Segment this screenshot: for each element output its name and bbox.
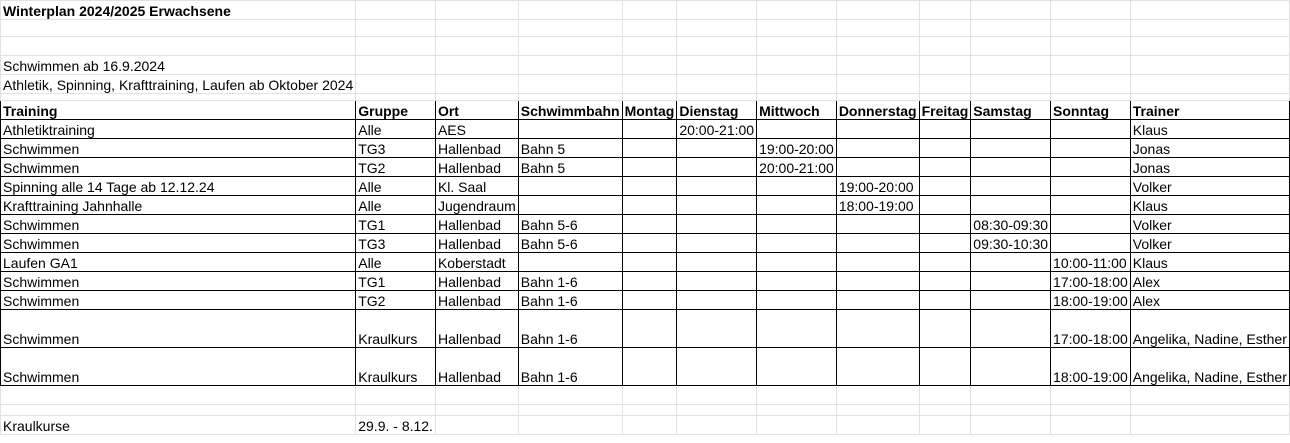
table-cell[interactable]: 09:30-10:30 — [971, 234, 1051, 253]
table-cell[interactable]: Klaus — [1130, 196, 1289, 215]
table-cell[interactable]: Alle — [356, 253, 436, 272]
empty-cell[interactable] — [677, 75, 757, 94]
table-cell[interactable]: Angelika, Nadine, Esther — [1130, 348, 1289, 386]
table-row — [1, 348, 1290, 386]
empty-cell[interactable] — [435, 20, 518, 37]
table-cell[interactable]: Kraulkurs — [356, 310, 436, 348]
empty-cell[interactable] — [919, 94, 971, 101]
note-text[interactable]: Athletik, Spinning, Krafttraining, Laufen ab Oktober 2024 — [1, 75, 356, 94]
table-cell[interactable]: TG3 — [356, 139, 436, 158]
column-header[interactable]: Ort — [435, 101, 518, 120]
table-cell[interactable] — [971, 139, 1051, 158]
table-cell[interactable] — [622, 215, 677, 234]
empty-cell[interactable] — [435, 405, 518, 416]
empty-cell[interactable] — [1130, 416, 1289, 435]
table-row — [1, 272, 1290, 291]
table-row — [1, 234, 1290, 253]
footer-row — [1, 416, 1290, 435]
footer-label[interactable]: Kraulkurse — [1, 416, 356, 435]
empty-cell[interactable] — [518, 1, 622, 20]
table-cell[interactable] — [757, 253, 837, 272]
empty-cell[interactable] — [757, 416, 837, 435]
empty-cell[interactable] — [677, 56, 757, 75]
table-cell[interactable]: Laufen GA1 — [1, 253, 356, 272]
empty-cell[interactable] — [622, 20, 677, 37]
table-cell[interactable]: Bahn 5 — [518, 139, 622, 158]
empty-cell[interactable] — [1051, 416, 1131, 435]
empty-cell[interactable] — [757, 386, 837, 405]
empty-cell[interactable] — [919, 386, 971, 405]
table-cell[interactable] — [836, 215, 919, 234]
table-cell[interactable] — [622, 177, 677, 196]
empty-cell[interactable] — [622, 405, 677, 416]
table-cell[interactable] — [622, 196, 677, 215]
empty-cell[interactable] — [1051, 386, 1131, 405]
table-cell[interactable]: 18:00-19:00 — [836, 196, 919, 215]
empty-cell[interactable] — [919, 20, 971, 37]
table-cell[interactable]: Jugendraum — [435, 196, 518, 215]
empty-cell[interactable] — [518, 416, 622, 435]
table-cell[interactable] — [757, 215, 837, 234]
table-cell[interactable] — [677, 272, 757, 291]
table-cell[interactable]: Jonas — [1130, 158, 1289, 177]
empty-cell[interactable] — [919, 1, 971, 20]
table-cell[interactable] — [1051, 234, 1131, 253]
empty-cell[interactable] — [622, 416, 677, 435]
empty-cell[interactable] — [1051, 37, 1131, 56]
column-header[interactable]: Gruppe — [356, 101, 436, 120]
table-cell[interactable] — [919, 215, 971, 234]
empty-cell[interactable] — [1, 386, 356, 405]
empty-cell[interactable] — [971, 56, 1051, 75]
table-cell[interactable] — [757, 272, 837, 291]
table-header-row — [1, 101, 1290, 120]
empty-cell[interactable] — [622, 386, 677, 405]
table-cell[interactable]: 19:00-20:00 — [757, 139, 837, 158]
empty-cell[interactable] — [356, 405, 436, 416]
table-cell[interactable] — [919, 348, 971, 386]
table-cell[interactable] — [971, 177, 1051, 196]
empty-cell[interactable] — [356, 37, 436, 56]
table-cell[interactable]: TG3 — [356, 234, 436, 253]
table-cell[interactable]: Hallenbad — [435, 158, 518, 177]
table-cell[interactable]: 18:00-19:00 — [1051, 291, 1131, 310]
empty-cell[interactable] — [1130, 75, 1289, 94]
table-cell[interactable] — [919, 196, 971, 215]
empty-cell[interactable] — [971, 405, 1051, 416]
empty-cell[interactable] — [836, 37, 919, 56]
column-header[interactable]: Montag — [622, 101, 677, 120]
table-cell[interactable] — [622, 120, 677, 139]
empty-cell[interactable] — [919, 56, 971, 75]
table-cell[interactable] — [1051, 215, 1131, 234]
table-cell[interactable]: Bahn 1-6 — [518, 291, 622, 310]
table-cell[interactable]: TG1 — [356, 272, 436, 291]
table-cell[interactable] — [757, 234, 837, 253]
table-cell[interactable]: Athletiktraining — [1, 120, 356, 139]
empty-cell[interactable] — [919, 405, 971, 416]
table-cell[interactable] — [622, 348, 677, 386]
table-cell[interactable]: TG2 — [356, 158, 436, 177]
empty-cell[interactable] — [1130, 405, 1289, 416]
empty-cell[interactable] — [836, 386, 919, 405]
table-cell[interactable] — [677, 310, 757, 348]
empty-cell[interactable] — [1, 20, 356, 37]
note-row — [1, 75, 1290, 94]
table-cell[interactable]: Jonas — [1130, 139, 1289, 158]
table-cell[interactable] — [677, 177, 757, 196]
table-cell[interactable]: Hallenbad — [435, 310, 518, 348]
table-cell[interactable] — [919, 120, 971, 139]
table-row — [1, 158, 1290, 177]
empty-cell[interactable] — [1051, 75, 1131, 94]
table-cell[interactable]: Schwimmen — [1, 215, 356, 234]
empty-cell[interactable] — [622, 37, 677, 56]
table-row — [1, 253, 1290, 272]
empty-cell[interactable] — [622, 94, 677, 101]
note-row — [1, 56, 1290, 75]
table-cell[interactable]: 20:00-21:00 — [757, 158, 837, 177]
empty-cell[interactable] — [1051, 405, 1131, 416]
table-cell[interactable] — [1051, 196, 1131, 215]
table-cell[interactable]: Bahn 5 — [518, 158, 622, 177]
table-cell[interactable]: 19:00-20:00 — [836, 177, 919, 196]
table-cell[interactable] — [757, 291, 837, 310]
table-cell[interactable] — [757, 348, 837, 386]
empty-cell[interactable] — [356, 94, 436, 101]
table-cell[interactable]: Hallenbad — [435, 291, 518, 310]
table-cell[interactable]: Bahn 1-6 — [518, 272, 622, 291]
empty-cell[interactable] — [518, 37, 622, 56]
spacer-row — [1, 405, 1290, 416]
table-cell[interactable]: Alle — [356, 120, 436, 139]
empty-cell[interactable] — [1130, 1, 1289, 20]
column-header[interactable]: Freitag — [919, 101, 971, 120]
table-cell[interactable] — [757, 196, 837, 215]
table-row — [1, 310, 1290, 348]
table-cell[interactable] — [971, 120, 1051, 139]
empty-cell[interactable] — [435, 416, 518, 435]
table-cell[interactable] — [677, 215, 757, 234]
title-row — [1, 1, 1290, 20]
table-cell[interactable] — [518, 196, 622, 215]
empty-cell[interactable] — [1130, 386, 1289, 405]
table-cell[interactable]: Klaus — [1130, 253, 1289, 272]
empty-cell[interactable] — [757, 75, 837, 94]
empty-cell[interactable] — [757, 94, 837, 101]
table-cell[interactable]: Schwimmen — [1, 234, 356, 253]
empty-cell[interactable] — [971, 37, 1051, 56]
column-header[interactable]: Trainer — [1130, 101, 1289, 120]
table-cell[interactable]: Volker — [1130, 234, 1289, 253]
table-cell[interactable] — [836, 253, 919, 272]
table-cell[interactable] — [919, 310, 971, 348]
column-header[interactable]: Schwimmbahn — [518, 101, 622, 120]
table-cell[interactable] — [836, 348, 919, 386]
table-cell[interactable] — [518, 120, 622, 139]
table-cell[interactable] — [1051, 120, 1131, 139]
table-cell[interactable]: Volker — [1130, 177, 1289, 196]
table-cell[interactable] — [919, 158, 971, 177]
table-cell[interactable]: Volker — [1130, 215, 1289, 234]
empty-cell[interactable] — [757, 20, 837, 37]
empty-cell[interactable] — [1051, 1, 1131, 20]
table-cell[interactable]: Kl. Saal — [435, 177, 518, 196]
empty-cell[interactable] — [757, 405, 837, 416]
table-cell[interactable]: 17:00-18:00 — [1051, 272, 1131, 291]
table-cell[interactable] — [622, 234, 677, 253]
table-cell[interactable]: Schwimmen — [1, 348, 356, 386]
empty-cell[interactable] — [356, 20, 436, 37]
table-cell[interactable]: Alle — [356, 196, 436, 215]
empty-cell[interactable] — [622, 1, 677, 20]
empty-cell[interactable] — [677, 386, 757, 405]
empty-cell[interactable] — [435, 1, 518, 20]
table-cell[interactable] — [971, 348, 1051, 386]
empty-cell[interactable] — [518, 56, 622, 75]
table-row — [1, 139, 1290, 158]
table-cell[interactable]: Angelika, Nadine, Esther — [1130, 310, 1289, 348]
empty-cell[interactable] — [622, 75, 677, 94]
empty-cell[interactable] — [757, 37, 837, 56]
empty-cell[interactable] — [836, 94, 919, 101]
table-cell[interactable]: Bahn 1-6 — [518, 348, 622, 386]
empty-cell[interactable] — [919, 416, 971, 435]
empty-cell[interactable] — [677, 1, 757, 20]
spacer-row — [1, 37, 1290, 56]
empty-cell[interactable] — [435, 386, 518, 405]
table-cell[interactable] — [622, 291, 677, 310]
empty-cell[interactable] — [356, 386, 436, 405]
column-header[interactable]: Dienstag — [677, 101, 757, 120]
table-cell[interactable] — [622, 310, 677, 348]
empty-cell[interactable] — [836, 20, 919, 37]
column-header[interactable]: Sonntag — [1051, 101, 1131, 120]
empty-cell[interactable] — [356, 1, 436, 20]
empty-cell[interactable] — [1051, 20, 1131, 37]
table-cell[interactable] — [836, 139, 919, 158]
empty-cell[interactable] — [1130, 94, 1289, 101]
footer-value[interactable]: 29.9. - 8.12. — [356, 416, 436, 435]
empty-cell[interactable] — [518, 94, 622, 101]
empty-cell[interactable] — [356, 75, 436, 94]
table-row — [1, 120, 1290, 139]
table-cell[interactable] — [757, 120, 837, 139]
empty-cell[interactable] — [435, 75, 518, 94]
empty-cell[interactable] — [919, 37, 971, 56]
table-cell[interactable] — [518, 253, 622, 272]
table-cell[interactable] — [919, 272, 971, 291]
table-cell[interactable]: Bahn 1-6 — [518, 310, 622, 348]
empty-cell[interactable] — [518, 75, 622, 94]
table-cell[interactable] — [677, 158, 757, 177]
table-cell[interactable]: TG1 — [356, 215, 436, 234]
empty-cell[interactable] — [836, 1, 919, 20]
table-row — [1, 196, 1290, 215]
table-cell[interactable] — [836, 120, 919, 139]
table-cell[interactable] — [836, 158, 919, 177]
empty-cell[interactable] — [622, 56, 677, 75]
table-cell[interactable] — [677, 139, 757, 158]
table-row — [1, 177, 1290, 196]
table-cell[interactable]: Schwimmen — [1, 139, 356, 158]
empty-cell[interactable] — [677, 405, 757, 416]
table-cell[interactable] — [836, 291, 919, 310]
table-cell[interactable] — [1051, 177, 1131, 196]
empty-cell[interactable] — [757, 56, 837, 75]
empty-cell[interactable] — [518, 405, 622, 416]
table-cell[interactable] — [919, 177, 971, 196]
table-cell[interactable]: 18:00-19:00 — [1051, 348, 1131, 386]
empty-cell[interactable] — [435, 94, 518, 101]
table-cell[interactable] — [677, 234, 757, 253]
table-cell[interactable]: 20:00-21:00 — [677, 120, 757, 139]
table-cell[interactable] — [518, 177, 622, 196]
table-cell[interactable] — [971, 310, 1051, 348]
sheet-title[interactable]: Winterplan 2024/2025 Erwachsene — [1, 1, 356, 20]
table-cell[interactable] — [757, 310, 837, 348]
empty-cell[interactable] — [757, 1, 837, 20]
table-cell[interactable] — [757, 177, 837, 196]
empty-cell[interactable] — [971, 386, 1051, 405]
empty-cell[interactable] — [677, 416, 757, 435]
empty-cell[interactable] — [971, 416, 1051, 435]
empty-cell[interactable] — [836, 56, 919, 75]
table-cell[interactable] — [622, 253, 677, 272]
table-cell[interactable] — [971, 253, 1051, 272]
empty-cell[interactable] — [356, 56, 436, 75]
table-cell[interactable] — [677, 196, 757, 215]
table-cell[interactable] — [971, 291, 1051, 310]
table-cell[interactable]: Klaus — [1130, 120, 1289, 139]
empty-cell[interactable] — [1051, 56, 1131, 75]
table-row — [1, 291, 1290, 310]
spacer-row — [1, 20, 1290, 37]
empty-cell[interactable] — [971, 75, 1051, 94]
table-cell[interactable] — [919, 291, 971, 310]
table-cell[interactable]: Schwimmen — [1, 272, 356, 291]
table-cell[interactable]: TG2 — [356, 291, 436, 310]
empty-cell[interactable] — [1130, 37, 1289, 56]
empty-cell[interactable] — [677, 94, 757, 101]
note-text[interactable]: Schwimmen ab 16.9.2024 — [1, 56, 356, 75]
table-cell[interactable] — [622, 272, 677, 291]
column-header[interactable]: Training — [1, 101, 356, 120]
empty-cell[interactable] — [1130, 56, 1289, 75]
table-cell[interactable] — [971, 158, 1051, 177]
empty-cell[interactable] — [1, 94, 356, 101]
table-cell[interactable] — [677, 348, 757, 386]
spacer-row — [1, 386, 1290, 405]
empty-cell[interactable] — [836, 405, 919, 416]
column-header[interactable]: Mittwoch — [757, 101, 837, 120]
empty-cell[interactable] — [1051, 94, 1131, 101]
empty-cell[interactable] — [919, 75, 971, 94]
table-cell[interactable]: Bahn 5-6 — [518, 215, 622, 234]
table-cell[interactable]: Bahn 5-6 — [518, 234, 622, 253]
table-cell[interactable]: AES — [435, 120, 518, 139]
empty-cell[interactable] — [677, 37, 757, 56]
table-cell[interactable]: Alle — [356, 177, 436, 196]
table-cell[interactable] — [836, 272, 919, 291]
table-cell[interactable]: Kraulkurs — [356, 348, 436, 386]
column-header[interactable]: Samstag — [971, 101, 1051, 120]
table-cell[interactable]: Hallenbad — [435, 139, 518, 158]
empty-cell[interactable] — [1130, 20, 1289, 37]
table-cell[interactable] — [919, 253, 971, 272]
table-cell[interactable] — [1051, 139, 1131, 158]
table-cell[interactable]: Schwimmen — [1, 158, 356, 177]
empty-cell[interactable] — [971, 20, 1051, 37]
table-cell[interactable]: Hallenbad — [435, 215, 518, 234]
table-cell[interactable]: Hallenbad — [435, 234, 518, 253]
empty-cell[interactable] — [1, 405, 356, 416]
table-cell[interactable] — [1051, 158, 1131, 177]
empty-cell[interactable] — [836, 75, 919, 94]
table-cell[interactable]: Koberstadt — [435, 253, 518, 272]
table-cell[interactable] — [677, 253, 757, 272]
empty-cell[interactable] — [971, 94, 1051, 101]
table-cell[interactable] — [971, 272, 1051, 291]
table-cell[interactable]: Hallenbad — [435, 272, 518, 291]
table-cell[interactable] — [677, 291, 757, 310]
table-cell[interactable] — [622, 139, 677, 158]
table-cell[interactable] — [919, 234, 971, 253]
table-cell[interactable] — [971, 196, 1051, 215]
table-cell[interactable]: Alex — [1130, 291, 1289, 310]
empty-cell[interactable] — [518, 386, 622, 405]
table-cell[interactable] — [836, 310, 919, 348]
table-cell[interactable] — [622, 158, 677, 177]
empty-cell[interactable] — [1, 37, 356, 56]
column-header[interactable]: Donnerstag — [836, 101, 919, 120]
table-cell[interactable] — [836, 234, 919, 253]
table-cell[interactable]: 08:30-09:30 — [971, 215, 1051, 234]
table-cell[interactable]: Alex — [1130, 272, 1289, 291]
empty-cell[interactable] — [518, 20, 622, 37]
empty-cell[interactable] — [836, 416, 919, 435]
table-cell[interactable]: Schwimmen — [1, 310, 356, 348]
table-row — [1, 215, 1290, 234]
empty-cell[interactable] — [677, 20, 757, 37]
table-cell[interactable]: Spinning alle 14 Tage ab 12.12.24 — [1, 177, 356, 196]
table-cell[interactable]: Krafttraining Jahnhalle — [1, 196, 356, 215]
table-cell[interactable]: 17:00-18:00 — [1051, 310, 1131, 348]
empty-cell[interactable] — [435, 56, 518, 75]
empty-cell[interactable] — [971, 1, 1051, 20]
table-cell[interactable]: Hallenbad — [435, 348, 518, 386]
empty-cell[interactable] — [435, 37, 518, 56]
table-cell[interactable] — [919, 139, 971, 158]
spacer-row — [1, 94, 1290, 101]
table-cell[interactable]: Schwimmen — [1, 291, 356, 310]
table-cell[interactable]: 10:00-11:00 — [1051, 253, 1131, 272]
